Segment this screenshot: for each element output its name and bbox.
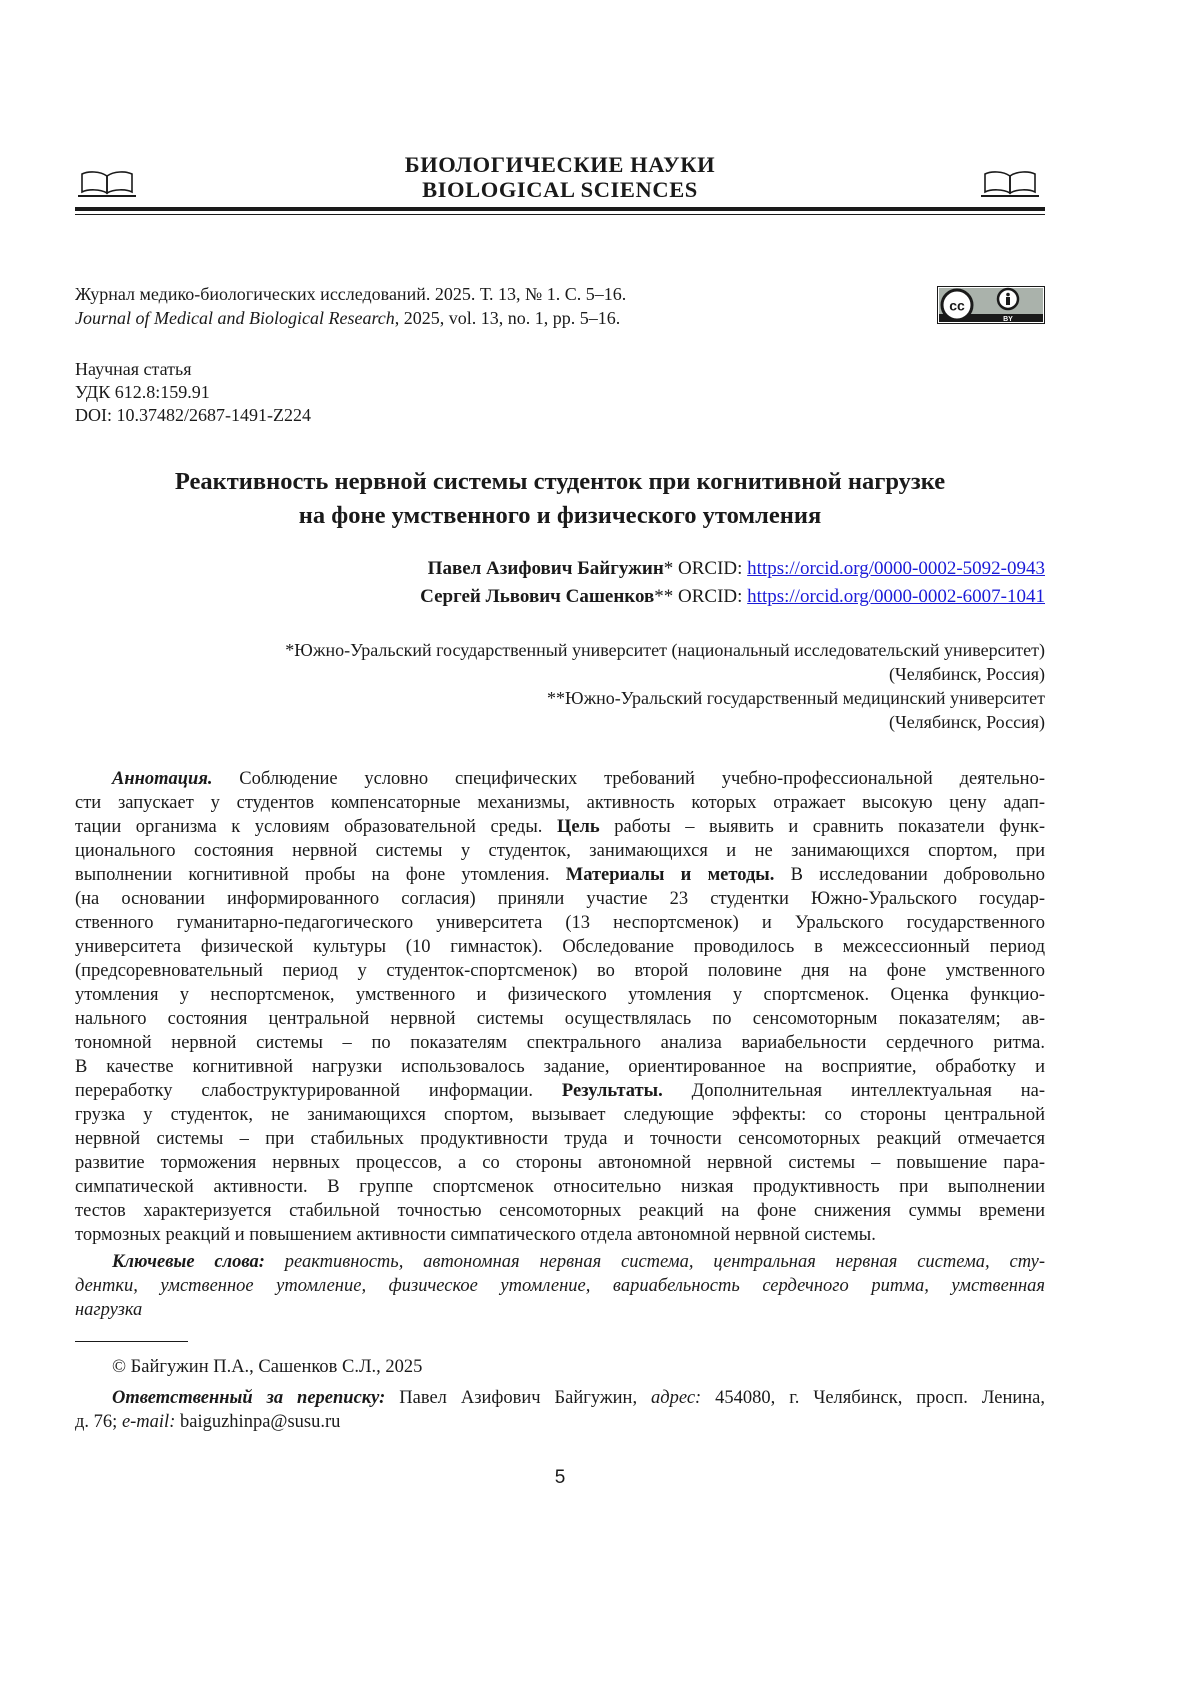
article-title-line-1: Реактивность нервной системы студенток при когнитивной нагрузке [75,465,1045,498]
orcid-link[interactable]: https://orcid.org/0000-0002-5092-0943 [747,558,1045,579]
abstract-line: тации организма к условиям образовательной среды. Цель работы – выявить и сравнить показатели функ- [75,815,1045,839]
abstract-line: университета физической культуры (10 гимнасток). Обследование проводилось в межсессионный период [75,935,1045,959]
page-number: 5 [0,1467,1120,1489]
article-type: Научная статья [75,358,191,381]
journal-page [0,0,1200,1697]
abstract-line: В качестве когнитивной нагрузки использовалось задание, ориентированное на восприятие, обработку и [75,1055,1045,1079]
abstract-line: тормозных реакций и повышением активности симпатического отдела автономной нервной системы. [75,1223,1045,1247]
affiliation-2: **Южно-Уральский государственный медицинский университет [547,686,1045,710]
header-rule-thin [75,214,1045,215]
affiliation-1-city: (Челябинск, Россия) [889,662,1045,686]
svg-text:BY: BY [1003,316,1013,323]
abstract-line: симпатической активности. В группе спортсменок относительно низкая продуктивность при выполнении [75,1175,1045,1199]
citation-en: Journal of Medical and Biological Research, 2025, vol. 13, no. 1, pp. 5–16. [75,306,620,330]
section-title-ru: БИОЛОГИЧЕСКИЕ НАУКИ [75,152,1045,178]
abstract-line: тестов характеризуется стабильной точностью сенсомоторных реакций на фоне снижения суммы времени [75,1199,1045,1223]
keywords-line: дентки, умственное утомление, физическое утомление, вариабельность сердечного ритма, умственная [75,1274,1045,1298]
svg-text:cc: cc [949,298,965,314]
header-rule-thick [75,207,1045,211]
abstract-line: тономной нервной системы – по показателям спектрального анализа вариабельности сердечного ритма. [75,1031,1045,1055]
email: baiguzhinpa@susu.ru [175,1412,340,1432]
abstract-line: нервной системы – при стабильных продуктивности труда и точности сенсомоторных реакций отмечается [75,1127,1045,1151]
abstract-line: ционального состояния нервной системы у студенток, занимающихся и не занимающихся спортом, при [75,839,1045,863]
abstract-line: утомления у неспортсменок, умственного и физического утомления у спортсменок. Оценка функцио- [75,983,1045,1007]
abstract-line: (предсоревновательный период у студенток-спортсменок) во второй половине дня на фоне умственного [75,959,1045,983]
open-book-icon [981,168,1039,198]
abstract-line: нального состояния центральной нервной системы осуществлялась по сенсомоторным показателям; ав- [75,1007,1045,1031]
correspondence-line: д. 76; e-mail: baiguzhinpa@susu.ru [75,1410,1045,1434]
keywords-line: Ключевые слова: реактивность, автономная нервная система, центральная нервная система, сту- [112,1250,1045,1274]
affiliation-2-city: (Челябинск, Россия) [889,710,1045,734]
abstract-line: ственного гуманитарно-педагогического университета (13 неспортсменок) и Уральского государственного [75,911,1045,935]
section-title-en: BIOLOGICAL SCIENCES [75,177,1045,203]
doi: DOI: 10.37482/2687-1491-Z224 [75,404,311,427]
keywords-line: нагрузка [75,1298,1045,1322]
abstract-line: сти запускает у студентов компенсаторные механизмы, активность которых отражает высокую цену адап- [75,791,1045,815]
abstract-line: Аннотация. Соблюдение условно специфических требований учебно-профессиональной деятельно- [112,767,1045,791]
author-2: Сергей Львович Сашенков** ORCID: https://orcid.org/0000-0002-6007-1041 [420,584,1045,610]
article-title-line-2: на фоне умственного и физического утомления [75,499,1045,532]
udk: УДК 612.8:159.91 [75,381,210,404]
affiliation-1: *Южно-Уральский государственный университет (национальный исследовательский университет) [285,638,1045,662]
author-1: Павел Азифович Байгужин* ORCID: https://orcid.org/0000-0002-5092-0943 [428,556,1045,582]
abstract-line: (на основании информированного согласия) приняли участие 23 студентки Южно-Уральского государ- [75,887,1045,911]
abstract-line: грузка у студенток, не занимающихся спортом, вызывает следующие эффекты: со стороны центральной [75,1103,1045,1127]
cc-by-badge-icon[interactable] [937,286,1045,324]
abstract-line: переработку слабоструктурированной информации. Результаты. Дополнительная интеллектуальная на- [75,1079,1045,1103]
journal-name-en: Journal of Medical and Biological Research [75,308,395,328]
abstract-line: выполнении когнитивной пробы на фоне утомления. Материалы и методы. В исследовании добровольно [75,863,1045,887]
correspondence-line: Ответственный за переписку: Павел Азифович Байгужин, адрес: 454080, г. Челябинск, просп. Ленина, [112,1386,1045,1410]
orcid-link[interactable]: https://orcid.org/0000-0002-6007-1041 [747,586,1045,607]
citation-ru: Журнал медико-биологических исследований. 2025. Т. 13, № 1. С. 5–16. [75,282,626,306]
copyright: © Байгужин П.А., Сашенков С.Л., 2025 [112,1355,422,1379]
footnote-rule [75,1341,188,1342]
abstract-line: развитие торможения нервных процессов, а со стороны автономной нервной системы – повышение пара- [75,1151,1045,1175]
